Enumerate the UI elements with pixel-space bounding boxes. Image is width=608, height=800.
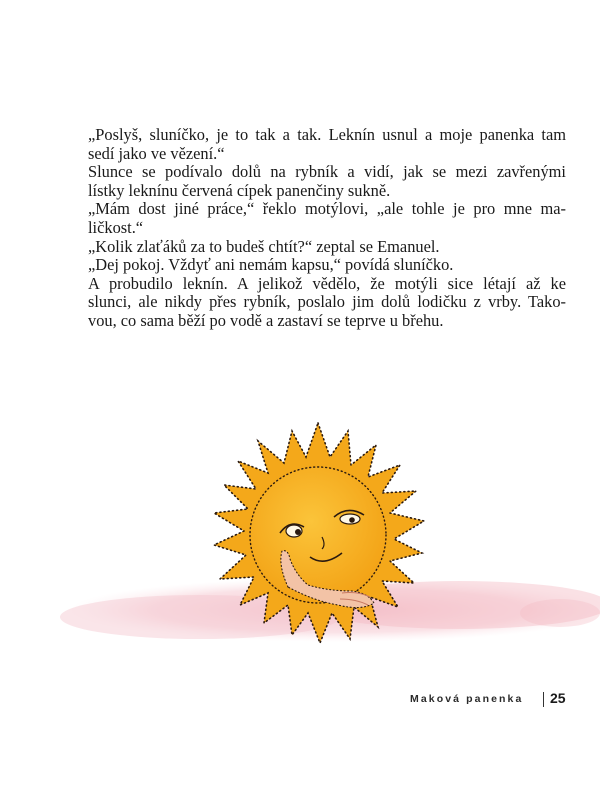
footer-divider bbox=[543, 692, 544, 707]
text-line: slunci, ale nikdy přes rybník, poslalo jim dolů lodičku z vrby. Tako- bbox=[88, 292, 566, 312]
text-line: „Kolik zlaťáků za to budeš chtít?“ zeptal se Emanuel. bbox=[88, 236, 440, 256]
text-line: „Mám dost jiné práce,“ řeklo motýlovi, „ale tohle je pro mne ma- bbox=[88, 199, 566, 219]
sun-illustration bbox=[40, 405, 600, 665]
text-line: Slunce se podívalo dolů na rybník a vidí, jak se mezi zavřenými bbox=[88, 162, 566, 182]
paragraph-4 bbox=[88, 238, 566, 257]
paragraph-6 bbox=[88, 275, 566, 331]
text-line: ličkost.“ bbox=[88, 217, 144, 237]
paragraph-3 bbox=[88, 200, 566, 237]
paragraph-2 bbox=[88, 163, 566, 200]
book-title: Maková panenka bbox=[410, 693, 524, 705]
page-footer bbox=[0, 691, 608, 711]
story-text bbox=[88, 126, 566, 331]
text-line: „Dej pokoj. Vždyť ani nemám kapsu,“ povídá sluníčko. bbox=[88, 255, 454, 275]
text-line: „Poslyš, sluníčko, je to tak a tak. Leknín usnul a moje panenka tam bbox=[88, 125, 566, 144]
paragraph-1 bbox=[88, 126, 566, 163]
paragraph-5 bbox=[88, 256, 566, 275]
text-line: vou, co sama běží po vodě a zastaví se teprve u břehu. bbox=[88, 310, 444, 330]
text-line: lístky leknínu červená cípek panenčiny sukně. bbox=[88, 180, 391, 200]
text-line: sedí jako ve vězení.“ bbox=[88, 143, 225, 163]
text-line: A probudilo leknín. A jelikož vědělo, že motýli sice létají až ke bbox=[88, 273, 566, 293]
page-number: 25 bbox=[550, 690, 566, 706]
